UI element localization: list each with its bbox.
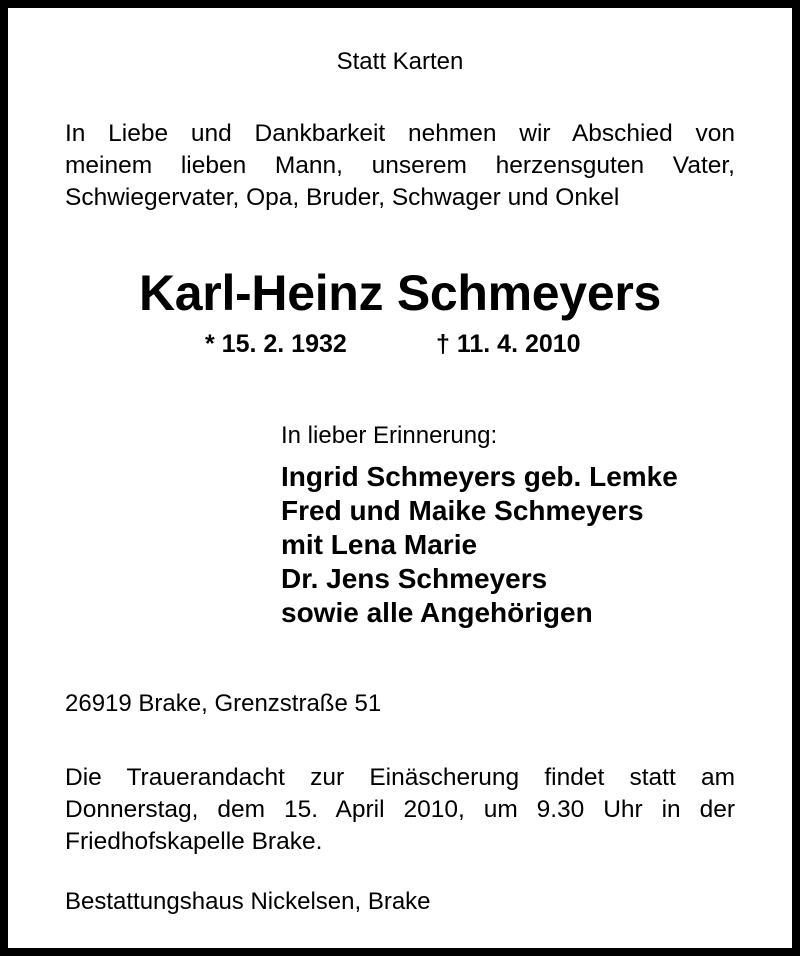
intro-line: In Liebe und Dankbarkeit nehmen wir Abschied von [65,120,735,147]
service-line: Donnerstag, dem 15. April 2010, um 9.30 Uhr in der [65,796,735,823]
intro-line: Schwiegervater, Opa, Bruder, Schwager und Onkel [65,184,620,211]
mourner-name: mit Lena Marie [281,529,478,560]
deceased-name: Karl-Heinz Schmeyers [138,265,661,321]
intro-line: meinem lieben Mann, unserem herzensguten Vater, [65,152,735,179]
undertaker: Bestattungshaus Nickelsen, Brake [65,888,431,915]
header-text: Statt Karten [336,48,464,75]
address: 26919 Brake, Grenzstraße 51 [65,690,382,717]
birth-date: * 15. 2. 1932 [205,330,347,358]
mourner-name: Fred und Maike Schmeyers [281,495,644,526]
mourner-name: sowie alle Angehörigen [281,597,593,628]
memory-heading: In lieber Erinnerung: [281,422,498,449]
service-line: Die Trauerandacht zur Einäscherung findet statt am [65,764,735,791]
death-date: † 11. 4. 2010 [436,330,581,358]
mourner-name: Dr. Jens Schmeyers [281,563,548,594]
service-line: Friedhofskapelle Brake. [65,828,323,855]
mourner-name: Ingrid Schmeyers geb. Lemke [281,461,678,492]
